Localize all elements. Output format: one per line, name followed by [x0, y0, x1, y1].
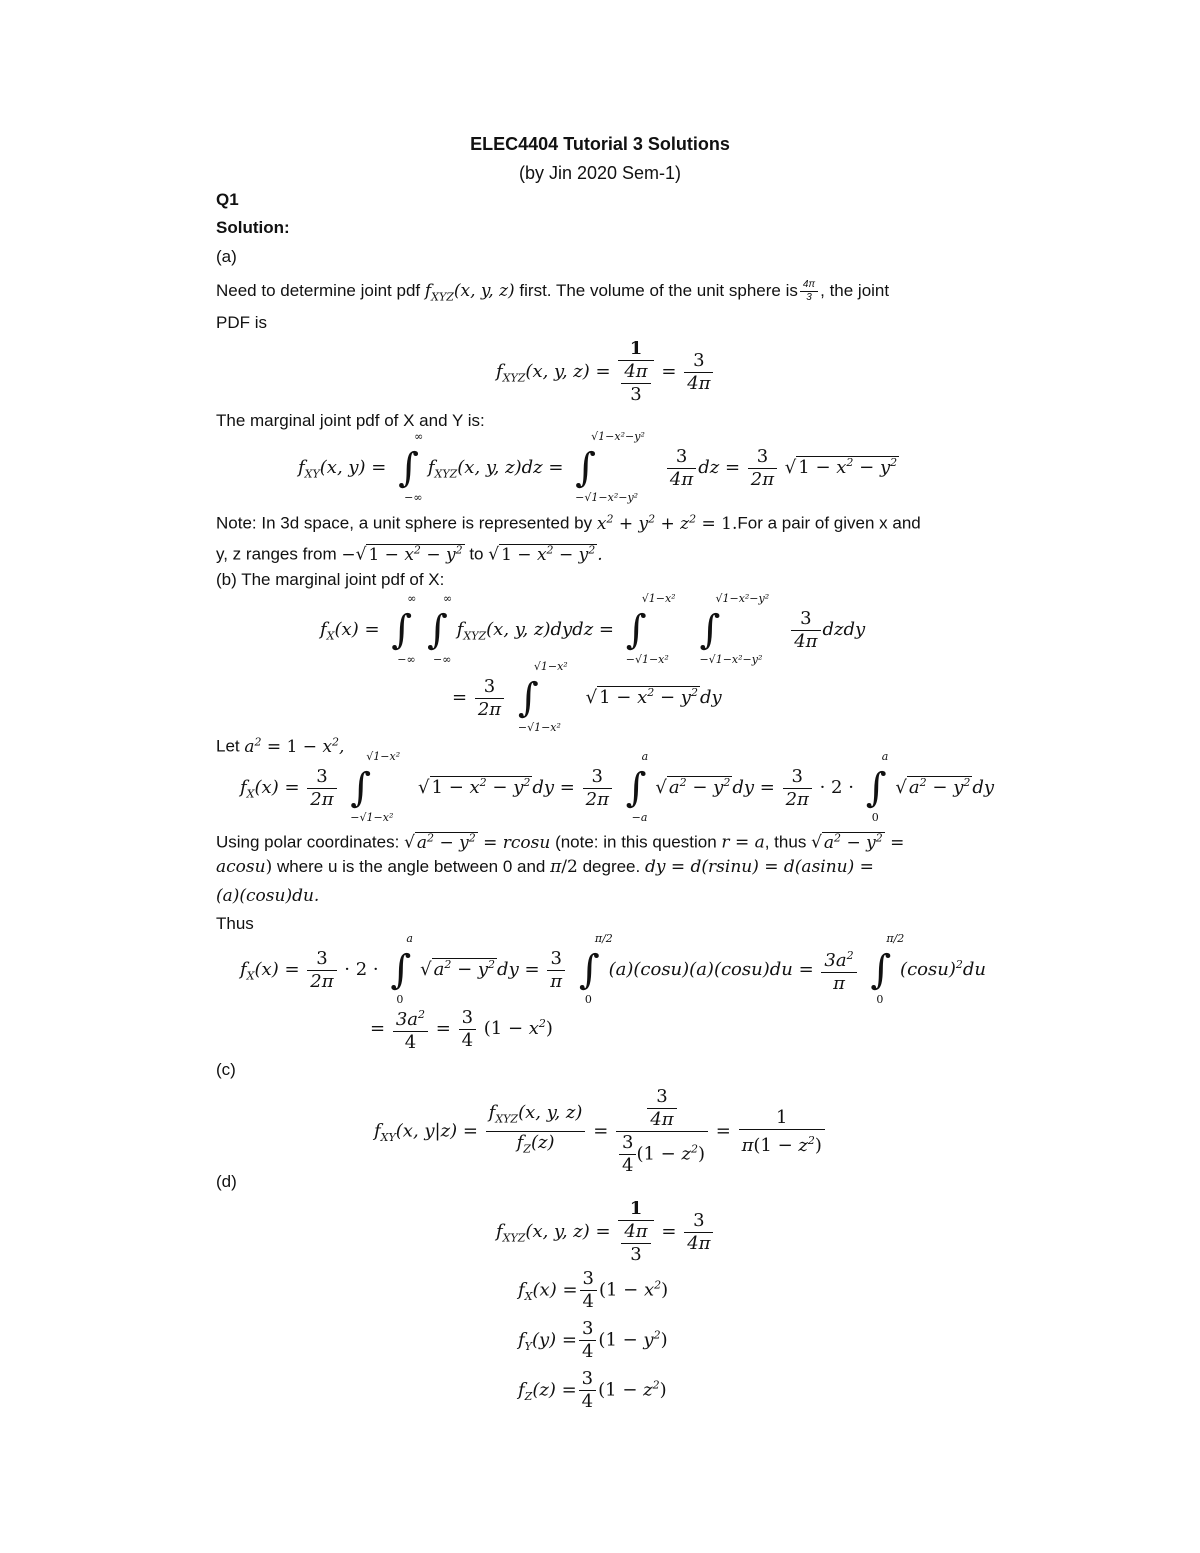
polar-line-1: Using polar coordinates: √ $a^2 - y^2 = rcosu$ (note: in this question r = a, thus √ $a^2 - y^2$ = — [216, 831, 905, 853]
equation-marginal-x-2: = $\frac{3}{2\pi}$ ∫ √1−x² −√1−x² √ $1 - x^2 - y^2$ dy — [452, 660, 722, 734]
equation-d-joint: $f_{XYZ}(x$, y, z) = $\frac{1}{\frac{4\pi}{3}}$ = $\frac{3}{4\pi}$ — [496, 1198, 715, 1266]
note-text-2a: y, z ranges from — [216, 544, 337, 564]
volume-fraction: $\frac{4\pi}{3}$ — [800, 279, 818, 304]
let-line: Let $a^2 = 1 - x^2$, — [216, 735, 345, 757]
polar-line-2: acosu) where u is the angle between 0 and π/2 degree. dy = d(rsinu) = d(asinu) = — [216, 857, 874, 877]
part-a-text-2: PDF is — [216, 313, 267, 332]
equation-conditional: $f_{XY}(x$, y|z) = $\frac{f_{XYZ}(x, y, z)}{f_Z(z)}$ = $\frac{3}{4\pi}$ $\frac{3}{4}$ $(1 - z^2)$ = $\frac{1}{\pi(1 - z^2)}$ — [374, 1086, 827, 1177]
polar-text-1a: Using polar coordinates: — [216, 832, 400, 852]
page-subtitle: (by Jin 2020 Sem-1) — [518, 163, 682, 183]
equation-marginal-xy: $f_{XY}(x$, y) = ∫ ∞ −∞ $f_{XYZ}(x$, y, z)dz = ∫ √1−x²−y² −√1−x²−y² $\frac{3}{4\pi}$ dz = $\frac{3}{2\pi}$ √ $1 - x^2 - y^2$ — [298, 430, 898, 504]
polar-text-1c: , thus — [764, 832, 807, 852]
equation-d-fy: $f_Y(y)$ = $\frac{3}{4}$ $(1 - y^2)$ — [518, 1318, 668, 1362]
part-a-text-line-1 — [216, 279, 889, 309]
polar-text-2b: degree. — [582, 857, 641, 876]
note-text-1: Note: In 3d space, a unit sphere is represented by — [216, 513, 593, 533]
sphere-equation: $x^2 + y^2 + z^2 = 1$. — [596, 512, 738, 534]
polar-line-3: (a)(cosu)du. — [216, 886, 320, 906]
part-b-label: (b) The marginal joint pdf of X: — [216, 570, 445, 589]
part-d-label: (d) — [216, 1172, 237, 1191]
equation-marginal-x-3: $f_X(x)$ = $\frac{3}{2\pi}$ ∫ √1−x² −√1−x² √ $1 - x^2 - y^2$ dy = $\frac{3}{2\pi}$ ∫ a −a √ $a^2 - y^2$ dy = $\frac{3}{2\pi}$ · 2 · ∫ a 0 √ $a^2 - y^2$ dy — [240, 750, 995, 824]
polar-text-1b: (note: in this question — [555, 832, 717, 852]
equation-joint-pdf: $f_{XYZ}(x$, y, z) = $\frac{1}{\frac{4\pi}{3}}$ = $\frac{3}{4\pi}$ — [496, 338, 715, 406]
let-text: Let — [216, 736, 240, 756]
equation-d-fx: $f_X(x)$ = $\frac{3}{4}$ $(1 - x^2)$ — [518, 1268, 669, 1312]
note-text-2b: to — [469, 544, 484, 564]
part-a-text-1: Need to determine joint pdf — [216, 281, 421, 300]
equation-thus-2: = $\frac{3a^2}{4}$ = $\frac{3}{4}$ $(1 - x^2)$ — [370, 1004, 553, 1054]
part-a-label: (a) — [216, 247, 237, 266]
equation-d-fz: $f_Z(z)$ = $\frac{3}{4}$ $(1 - z^2)$ — [518, 1368, 667, 1412]
part-a-text-1c: , the joint — [820, 281, 890, 300]
equation-marginal-x-1: $f_X(x)$ = ∫ ∞ −∞ ∫ ∞ −∞ $f_{XYZ}(x$, y, z)dydz = ∫ √1−x² −√1−x² ∫ √1−x²−y² −√1−x²−y² $\frac{3}{4\pi}$ dzdy — [320, 592, 866, 666]
part-c-label: (c) — [216, 1060, 236, 1079]
joint-pdf-symbol: $f_{XYZ}(x$, y, z) — [424, 281, 515, 304]
note-line-2: y, z ranges from −√ $1 - x^2 - y^2$ to √ $1 - x^2 - y^2$ . — [216, 543, 603, 565]
note-text-1b: For a pair of given x and — [737, 513, 921, 533]
marginal-xy-text: The marginal joint pdf of X and Y is: — [216, 411, 485, 430]
equation-thus-1: $f_X(x)$ = $\frac{3}{2\pi}$ · 2 · ∫ a 0 √ $a^2 - y^2$ dy = $\frac{3}{\pi}$ ∫ π/2 0 (a)(cosu)(a)(cosu)du = $\frac{3a^2}{\pi}$ ∫ π/2 0 $(\cos u)^2du$ — [240, 932, 986, 1006]
page-title: ELEC4404 Tutorial 3 Solutions — [470, 134, 730, 154]
solution-label: Solution: — [216, 218, 290, 237]
part-a-text-1b: first. The volume of the unit sphere is — [519, 281, 798, 300]
polar-text-2a: where u is the angle between 0 and — [276, 857, 546, 876]
question-label: Q1 — [216, 190, 239, 209]
thus-label: Thus — [216, 914, 254, 933]
note-line-1 — [216, 507, 921, 536]
